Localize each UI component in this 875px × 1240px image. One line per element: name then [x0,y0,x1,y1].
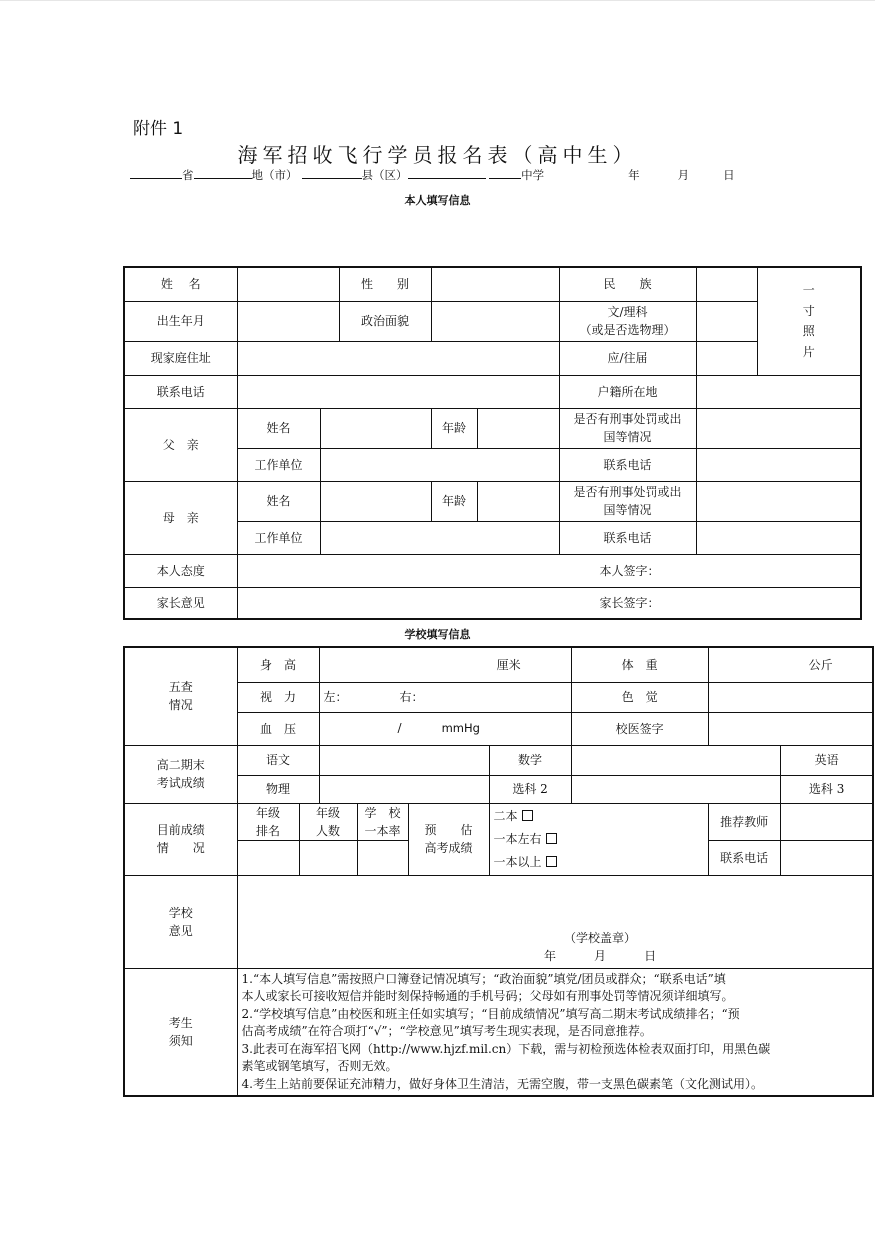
stamp-date [242,947,869,965]
weight-field[interactable] [708,647,873,682]
school-blank-2[interactable] [489,167,521,179]
mother-age-field[interactable] [477,481,559,521]
mother-name-label: 姓名 [237,481,320,521]
five-check-label [124,647,237,745]
estimate-line2: 高考成绩 [424,841,473,855]
year-label: 年 [628,168,640,182]
father-work-field[interactable] [320,448,559,481]
exam-line2: 考试成绩 [156,776,205,790]
page-top-border [0,0,875,1]
address-label: 现家庭住址 [124,341,237,375]
color-vision-label: 色 觉 [571,682,708,712]
estimate-label [408,803,489,875]
school-info-table [123,646,874,1097]
prefecture-blank[interactable] [194,167,252,179]
school-rate-line1: 学 校 [364,805,401,820]
bp-slash: / [397,721,402,736]
grade-rank-field[interactable] [237,840,299,875]
estimate-line1: 预 估 [424,823,473,837]
county-label: 县（区） [361,168,408,182]
grade-count-line1: 年级 [316,805,341,820]
grade-rank-line2: 排名 [255,823,280,838]
criminal-line1: 是否有刑事处罚或出 [573,412,682,426]
track-field[interactable] [696,301,757,341]
track-label-line1: 文/理科 [607,305,648,319]
attachment-label: 附件 1 [133,119,184,139]
five-check-line1: 五查 [168,680,193,695]
bp-unit: mmHg [441,721,480,736]
gender-label: 性 别 [339,267,431,301]
graduate-field[interactable] [696,341,757,375]
notice-label [124,968,237,1096]
father-phone-field[interactable] [696,448,861,481]
province-label: 省 [182,168,194,182]
estimate-options [489,803,708,875]
exam-label [124,745,237,803]
notice-text-line: 3.此表可在海军招飞网（http://www.hjzf.mil.cn）下载，需与初检预选体检表双面打印，用黑色碳 [241,1041,771,1056]
mother-age-label: 年龄 [431,481,477,521]
school-stamp-label: （学校盖章） [564,930,637,945]
criminal-line1: 是否有刑事处罚或出 [573,485,682,499]
household-field[interactable] [696,375,861,408]
elective2-label: 选科 2 [489,775,571,803]
school-blank-1[interactable] [408,167,486,179]
notice-text-line: 4.考生上站前要保证充沛精力，做好身体卫生清洁，无需空腹，带一支黑色碳素笔（文化测试用）。 [241,1076,763,1091]
parent-sign-label: 家长签字： [599,595,660,610]
father-age-label: 年龄 [431,408,477,448]
kg-unit: 公斤 [808,657,833,672]
math-label: 数学 [489,745,571,775]
mother-criminal-field[interactable] [696,481,861,521]
physics-label: 物理 [237,775,319,803]
doctor-sign-field[interactable] [708,712,873,745]
criminal-line2: 国等情况 [603,503,652,517]
photo-box[interactable] [757,267,861,375]
birth-label: 出生年月 [124,301,237,341]
parent-opinion-field[interactable] [237,587,861,619]
day-label: 日 [723,168,735,182]
prefecture-label: 地（市） [251,168,298,182]
stamp-year: 年 [544,948,557,963]
notice-text-line: 2.“学校填写信息”由校医和班主任如实填写；“目前成绩情况”填写高二期末考试成绩排名；“预 [241,1006,740,1021]
bp-label: 血 压 [237,712,319,745]
option-tier1-above[interactable] [494,851,704,874]
graduate-label: 应/往届 [559,341,696,375]
personal-info-table [123,266,862,620]
photo-label: 一寸照片 [802,283,815,359]
political-field[interactable] [431,301,559,341]
notice-text-line: 估高考成绩”在符合项打“√”；“学校意见”填写考生现实表现，是否同意推荐。 [241,1024,652,1038]
phone-field[interactable] [237,375,559,408]
father-criminal-field[interactable] [696,408,861,448]
notice-text-line: 素笔或钢笔填写，否则无效。 [241,1059,398,1073]
checkbox-icon[interactable] [546,856,557,867]
teacher-phone-label: 联系电话 [708,840,780,875]
vision-right-label: 右： [399,690,424,704]
vision-field[interactable] [319,682,571,712]
grade-rank-header [237,803,299,840]
vision-left-label: 左： [323,690,348,704]
height-label: 身 高 [237,647,319,682]
chinese-label: 语文 [237,745,319,775]
checkbox-icon[interactable] [546,833,557,844]
attitude-label: 本人态度 [124,554,237,587]
mother-criminal-label [559,481,696,521]
five-check-line2: 情况 [168,698,193,713]
mother-work-field[interactable] [320,521,559,554]
school-section-title: 学校填写信息 [404,628,471,641]
grade-rank-line1: 年级 [255,805,280,820]
option-tier1-around-label: 一本左右 [493,831,542,846]
bp-field[interactable] [319,712,571,745]
household-label: 户籍所在地 [559,375,696,408]
school-opinion-label [124,875,237,968]
notice-text-line: 1.“本人填写信息”需按照户口簿登记情况填写；“政治面貌”填党/团员或群众；“联系电话”填 [241,971,726,986]
ethnicity-field[interactable] [696,267,757,301]
grade-count-line2: 人数 [316,823,341,838]
father-criminal-label [559,408,696,448]
name-field[interactable] [237,267,339,301]
father-age-field[interactable] [477,408,559,448]
school-label: 中学 [521,168,545,182]
option-tier2[interactable] [494,805,704,828]
school-opinion-field[interactable] [237,875,873,968]
physics-field[interactable] [319,775,489,803]
father-phone-label: 联系电话 [559,448,696,481]
vision-label: 视 力 [237,682,319,712]
gender-field[interactable] [431,267,559,301]
attitude-field[interactable] [237,554,861,587]
school-rate-field[interactable] [357,840,408,875]
weight-label: 体 重 [571,647,708,682]
school-rate-line2: 一本率 [364,823,401,838]
political-label: 政治面貌 [339,301,431,341]
form-title: 海军招收飞行学员报名表（高中生） [237,143,638,167]
address-field[interactable] [237,341,559,375]
current-score-label [124,803,237,875]
chinese-field[interactable] [319,745,489,775]
county-blank[interactable] [302,167,362,179]
father-work-label: 工作单位 [237,448,320,481]
mother-work-label: 工作单位 [237,521,320,554]
notice-content [237,968,873,1096]
option-tier1-above-label: 一本以上 [493,854,542,869]
location-line [130,167,735,183]
elective2-field[interactable] [571,775,780,803]
grade-count-header [299,803,357,840]
father-name-label: 姓名 [237,408,320,448]
stamp-day: 日 [644,948,657,963]
cm-unit: 厘米 [496,657,521,672]
option-tier1-around[interactable] [494,828,704,851]
self-sign-label: 本人签字： [599,563,660,578]
birth-field[interactable] [237,301,339,341]
color-vision-field[interactable] [708,682,873,712]
mother-phone-field[interactable] [696,521,861,554]
notice-text-line: 本人或家长可接收短信并能时刻保持畅通的手机号码；父母如有刑事处罚等情况须详细填写。 [241,989,734,1003]
school-rate-header [357,803,408,840]
option-tier2-label: 二本 [493,808,518,823]
mother-name-field[interactable] [320,481,431,521]
track-label [559,301,696,341]
mother-phone-label: 联系电话 [559,521,696,554]
checkbox-icon[interactable] [522,810,533,821]
current-line1: 目前成绩 [156,823,205,837]
grade-count-field[interactable] [299,840,357,875]
notice-line1: 考生 [168,1015,193,1030]
stamp-month: 月 [594,948,607,963]
province-blank[interactable] [130,167,182,179]
mother-label: 母 亲 [124,481,237,554]
track-label-line2: （或是否选物理） [579,323,676,337]
exam-line1: 高二期末 [156,758,205,772]
current-line2: 情 况 [156,841,205,855]
personal-section-title: 本人填写信息 [404,194,471,207]
opinion-line2: 意见 [168,923,193,938]
recommend-teacher-field[interactable] [780,803,873,840]
opinion-line1: 学校 [168,905,193,920]
father-label: 父 亲 [124,408,237,481]
elective3-label: 选科 3 [780,775,873,803]
name-label: 姓 名 [124,267,237,301]
notice-line2: 须知 [168,1033,193,1048]
criminal-line2: 国等情况 [603,430,652,444]
month-label: 月 [677,168,690,182]
doctor-sign-label: 校医签字 [571,712,708,745]
father-name-field[interactable] [320,408,431,448]
height-field[interactable] [319,647,571,682]
english-label: 英语 [780,745,873,775]
parent-opinion-label: 家长意见 [124,587,237,619]
teacher-phone-field[interactable] [780,840,873,875]
recommend-teacher-label: 推荐教师 [708,803,780,840]
math-field[interactable] [571,745,780,775]
ethnicity-label: 民 族 [559,267,696,301]
phone-label: 联系电话 [124,375,237,408]
